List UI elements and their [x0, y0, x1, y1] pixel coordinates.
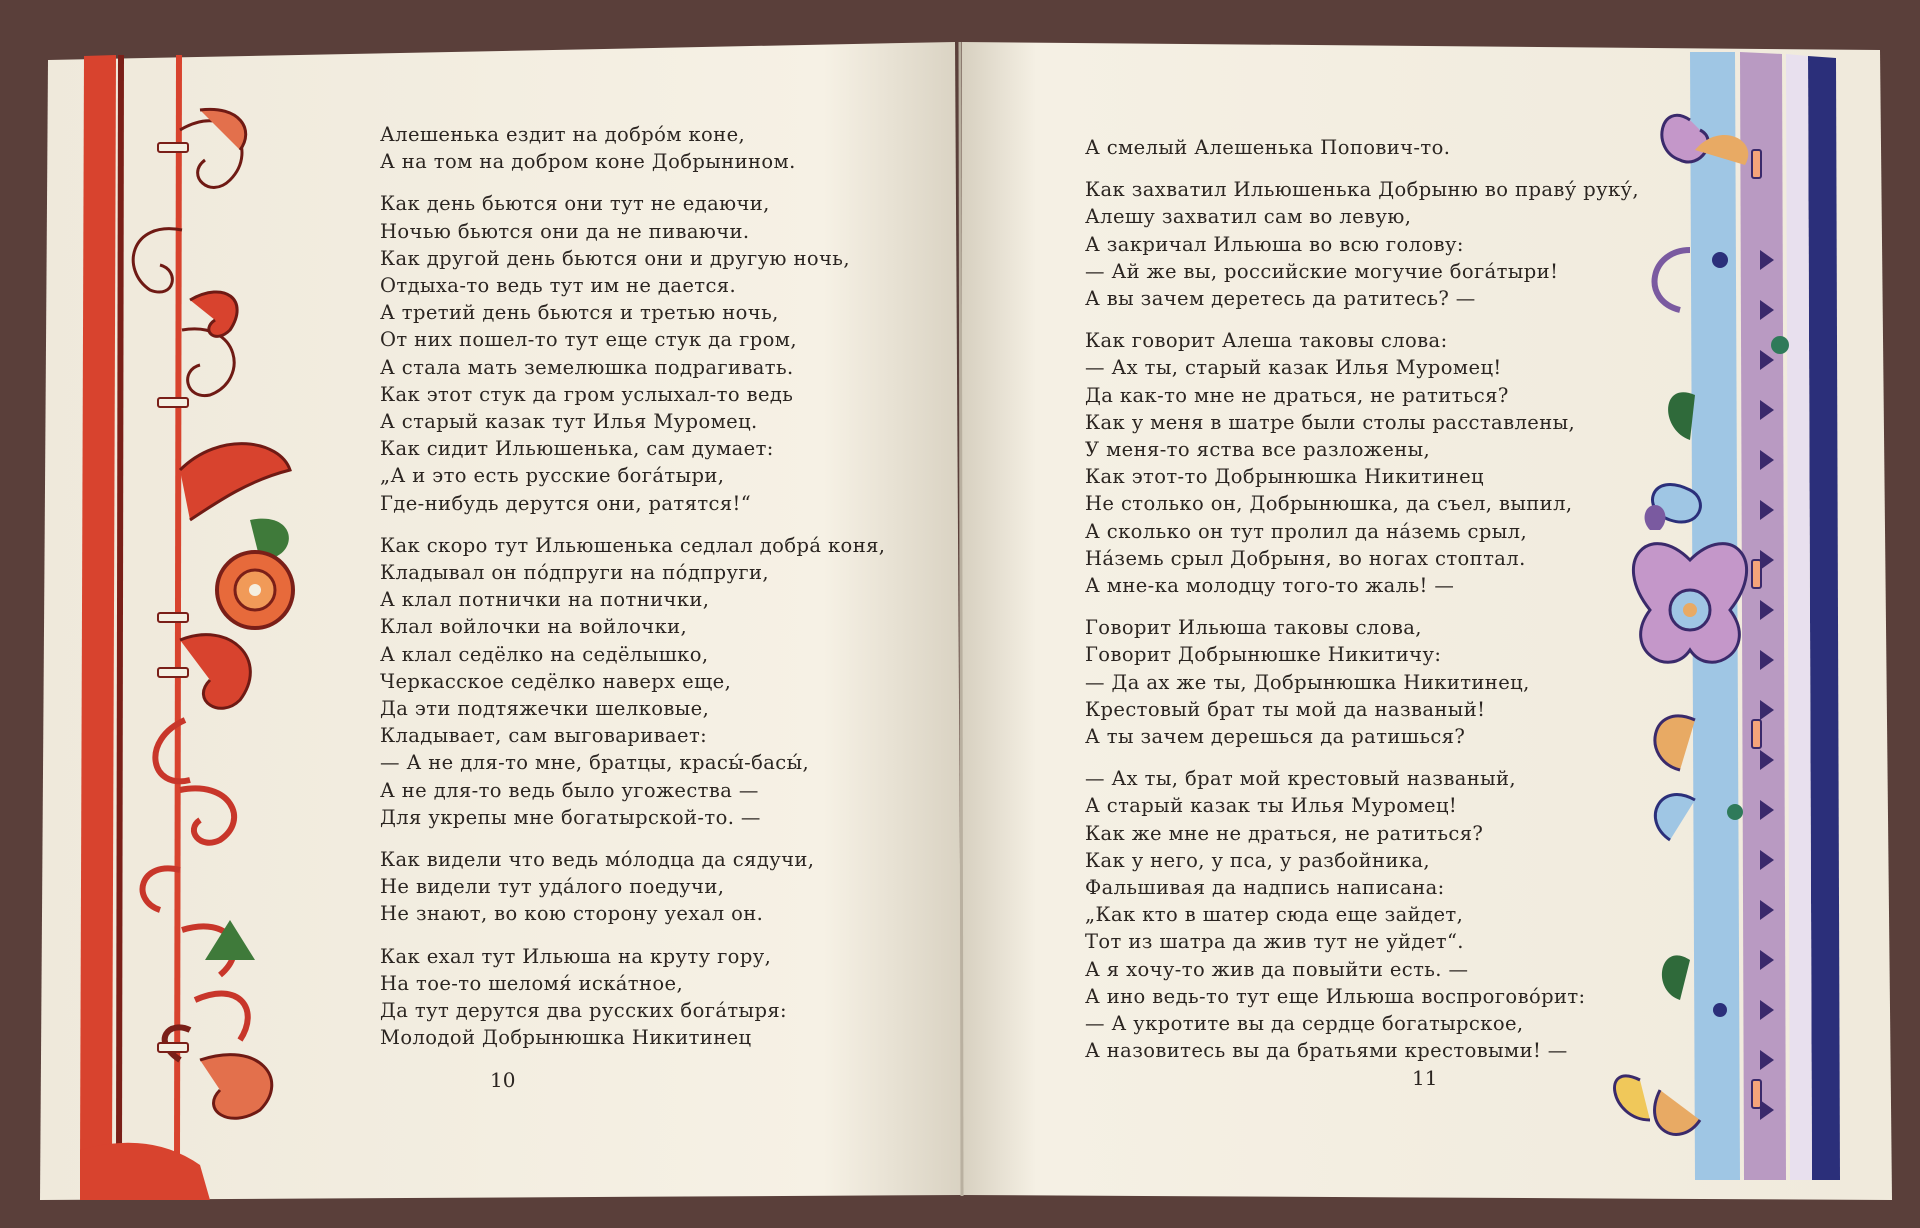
right-stanza-1 [1085, 134, 1639, 161]
text-line: На́земь срыл Добрыня, во ногах стоптал. [1085, 546, 1526, 570]
text-line: Кладывает, сам выговаривает: [380, 724, 708, 748]
text-line: Как захватил Ильюшенька Добрыню во праву́ руку́, [1085, 178, 1640, 202]
text-line: Да как-то мне не драться, не ратиться? [1085, 383, 1509, 407]
text-line: А я хочу-то жив да повыйти есть. — [1085, 957, 1469, 981]
text-line: Не видели тут уда́лого поедучи, [380, 875, 725, 899]
text-line: Молодой Добрынюшка Никитинец [380, 1026, 752, 1050]
text-line: А не для-то ведь было угожества — [380, 778, 759, 802]
text-line: Клал войлочки на войлочки, [380, 615, 688, 639]
right-border-blue-band [1808, 56, 1840, 1180]
right-stanza-3 [1085, 327, 1639, 599]
text-line: Как другой день бьются они и другую ночь, [380, 246, 850, 270]
text-line: Как говорит Алеша таковы слова: [1085, 329, 1448, 353]
text-line: Фальшивая да надпись написана: [1085, 876, 1445, 900]
text-line: — Да ах же ты, Добрынюшка Никитинец, [1085, 670, 1530, 694]
text-line: Как ехал тут Ильюша на круту гору, [380, 944, 772, 968]
text-line: — Ах ты, старый казак Илья Муромец! [1085, 356, 1502, 380]
text-line: А закричал Ильюша во всю голову: [1085, 232, 1464, 256]
text-line: А третий день бьются и третью ночь, [380, 301, 779, 325]
text-line: „А и это есть русские бога́тыри, [380, 464, 725, 488]
right-stanza-2 [1085, 176, 1639, 312]
left-stanza-4 [380, 846, 885, 928]
left-stanza-5 [380, 943, 885, 1052]
text-line: А стала мать земелюшка подрагивать. [380, 355, 794, 379]
text-line: А клал седёлко на седёлышко, [380, 642, 709, 666]
text-line: Ночью бьются они да не пиваючи. [380, 219, 750, 243]
right-page-text [1085, 134, 1639, 1080]
text-line: Да эти подтяжечки шелковые, [380, 697, 710, 721]
text-line: Черкасское седёлко наверх еще, [380, 669, 732, 693]
left-page-number: 10 [490, 1068, 516, 1092]
text-line: Как сидит Ильюшенька, сам думает: [380, 437, 774, 461]
left-stanza-1 [380, 121, 885, 175]
book-spine [960, 42, 962, 1196]
text-line: Как у меня в шатре были столы расставлены, [1085, 410, 1576, 434]
text-line: — Ах ты, брат мой крестовый названый, [1085, 767, 1517, 791]
text-line: — Ай же вы, российские могучие бога́тыри! [1085, 259, 1559, 283]
left-page-text [380, 121, 885, 1067]
text-line: Не знают, во кою сторону уехал он. [380, 902, 764, 926]
text-line: Где-нибудь дерутся они, ратятся!“ [380, 491, 752, 515]
text-line: А вы зачем деретесь да ратитесь? — [1085, 287, 1476, 311]
right-page-number: 11 [1412, 1066, 1438, 1090]
text-line: Как этот стук да гром услыхал-то ведь [380, 382, 794, 406]
text-line: „Как кто в шатер сюда еще зайдет, [1085, 903, 1464, 927]
text-line: А сколько он тут пролил да на́земь срыл, [1085, 519, 1528, 543]
text-line: А мне-ка молодцу того-то жаль! — [1085, 574, 1455, 598]
text-line: А старый казак тут Илья Муромец. [380, 410, 758, 434]
text-line: Тот из шатра да жив тут не уйдет“. [1085, 930, 1464, 954]
right-stanza-5 [1085, 765, 1639, 1064]
text-line: Как скоро тут Ильюшенька седлал добра́ коня, [380, 533, 886, 557]
text-line: А клал потнички на потнички, [380, 588, 710, 612]
text-line: На тое-то шеломя́ иска́тное, [380, 971, 684, 995]
right-border-pale-band [1786, 54, 1812, 1180]
right-stanza-4 [1085, 614, 1639, 750]
text-line: А назовитесь вы да братьями крестовыми! — [1085, 1039, 1568, 1063]
text-line: Крестовый брат ты мой да названый! [1085, 697, 1486, 721]
text-line: Кладывал он по́дпруги на по́дпруги, [380, 561, 769, 585]
text-line: Как видели что ведь мо́лодца да сядучи, [380, 848, 815, 872]
text-line: Да тут дерутся два русских бога́тыря: [380, 999, 788, 1023]
text-line: Как этот-то Добрынюшка Никитинец [1085, 465, 1484, 489]
text-line: А смелый Алешенька Попович-то. [1085, 136, 1451, 159]
text-line: Отдыха-то ведь тут им не дается. [380, 274, 737, 298]
text-line: А ты зачем дерешься да ратишься? [1085, 725, 1466, 749]
text-line: Как день бьются они тут не едаючи, [380, 192, 770, 216]
text-line: Говорит Ильюша таковы слова, [1085, 616, 1422, 640]
left-stanza-3 [380, 532, 885, 831]
text-line: А старый казак ты Илья Муромец! [1085, 794, 1458, 818]
text-line: У меня-то яства все разложены, [1085, 438, 1431, 462]
text-line: — А укротите вы да сердце богатырское, [1085, 1012, 1524, 1036]
text-line: Как же мне не драться, не ратиться? [1085, 821, 1484, 845]
text-line: Как у него, у пса, у разбойника, [1085, 848, 1430, 872]
text-line: Алешенька ездит на добро́м коне, [380, 123, 746, 146]
text-line: Не столько он, Добрынюшка, да съел, выпил, [1085, 492, 1573, 516]
text-line: А на том на добром коне Добрынином. [380, 150, 796, 174]
text-line: Для укрепы мне богатырской-то. — [380, 805, 761, 829]
text-line: Говорит Добрынюшке Никитичу: [1085, 643, 1442, 667]
text-line: А ино ведь-то тут еще Ильюша воспрогово́рит: [1085, 984, 1586, 1008]
text-line: — А не для-то мне, братцы, красы́-басы́, [380, 751, 810, 775]
text-line: Алешу захватил сам во левую, [1085, 205, 1412, 229]
left-stanza-2 [380, 190, 885, 516]
text-line: От них пошел-то тут еще стук да гром, [380, 328, 797, 352]
left-border-band [80, 55, 116, 1162]
